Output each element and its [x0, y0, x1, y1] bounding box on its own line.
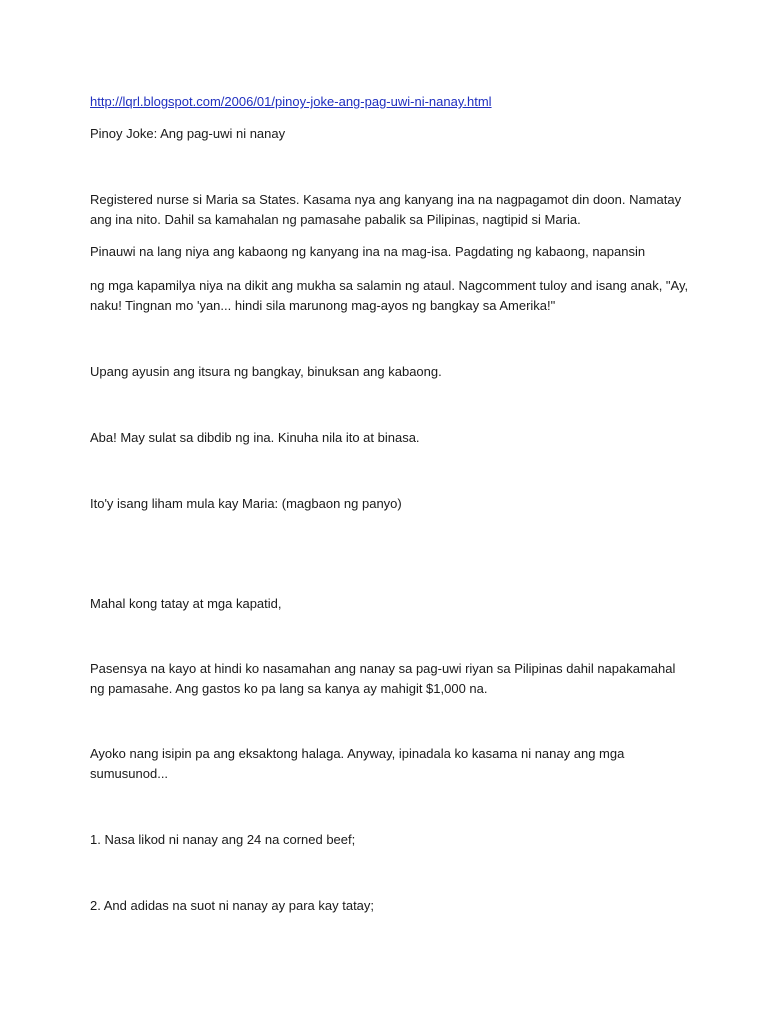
paragraph-1: Registered nurse si Maria sa States. Kasama nya ang kanyang ina na nagpagamot din doon. Namatay ang ina nito. Dahil sa kamahalan ng pamasahe pabalik sa Pilipinas, nagtipid si Maria. — [90, 192, 682, 227]
letter-paragraph-2: Ayoko nang isipin pa ang eksaktong halaga. Anyway, ipinadala ko kasama ni nanay ang mga sumusunod... — [90, 746, 625, 781]
letter-paragraph-1: Pasensya na kayo at hindi ko nasamahan ang nanay sa pag-uwi riyan sa Pilipinas dahil napakamahal ng pamasahe. Ang gastos ko pa lang sa kanya ay mahigit $1,000 na. — [90, 661, 676, 696]
paragraph-6: Ito'y isang liham mula kay Maria: (magbaon ng panyo) — [90, 496, 402, 511]
paragraph-3: ng mga kapamilya niya na dikit ang mukha sa salamin ng ataul. Nagcomment tuloy and isang anak, "Ay, naku! Tingnan mo 'yan... hindi sila marunong mag-ayos ng bangkay sa Amerika!" — [90, 278, 689, 313]
paragraph-5: Aba! May sulat sa dibdib ng ina. Kinuha nila ito at binasa. — [90, 430, 420, 445]
document-title: Pinoy Joke: Ang pag-uwi ni nanay — [90, 126, 286, 141]
letter-salutation: Mahal kong tatay at mga kapatid, — [90, 596, 282, 611]
list-item-2: 2. And adidas na suot ni nanay ay para kay tatay; — [90, 898, 375, 913]
list-item-1: 1. Nasa likod ni nanay ang 24 na corned beef; — [90, 832, 356, 847]
paragraph-2: Pinauwi na lang niya ang kabaong ng kanyang ina na mag-isa. Pagdating ng kabaong, napansin — [90, 244, 646, 259]
paragraph-4: Upang ayusin ang itsura ng bangkay, binuksan ang kabaong. — [90, 364, 442, 379]
source-link[interactable]: http://lqrl.blogspot.com/2006/01/pinoy-joke-ang-pag-uwi-ni-nanay.html — [90, 94, 492, 109]
